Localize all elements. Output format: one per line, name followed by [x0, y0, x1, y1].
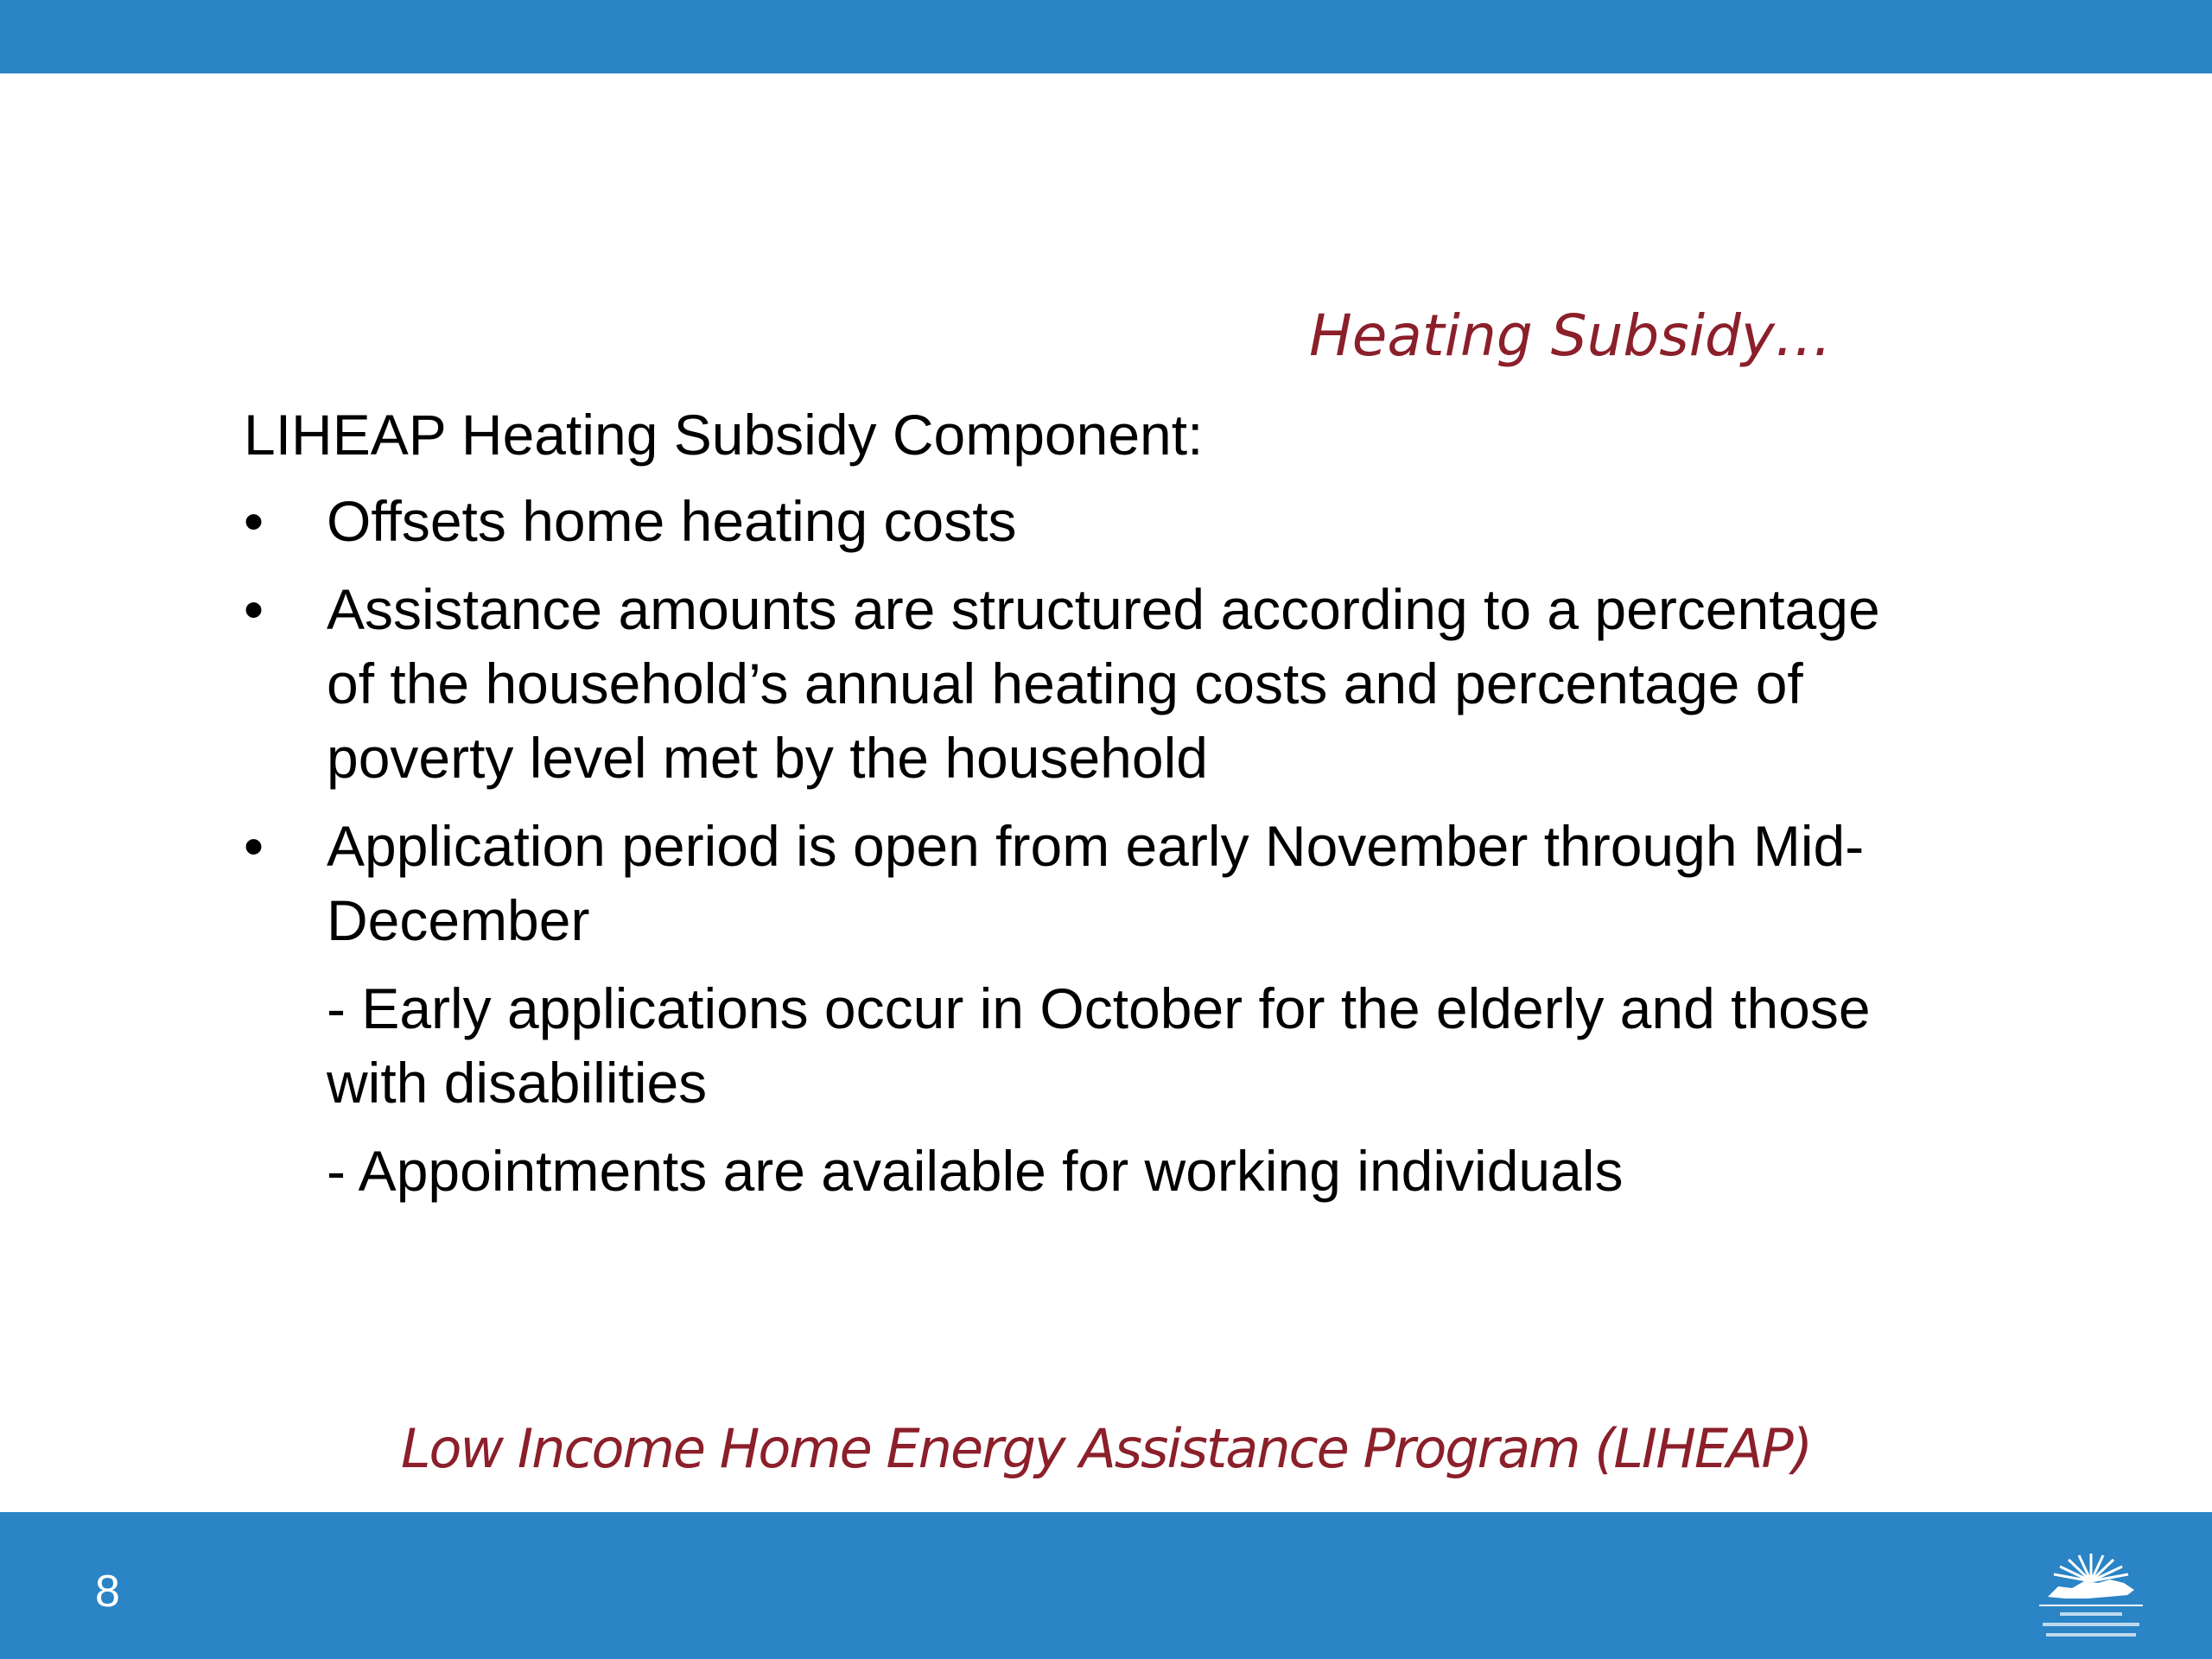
bullet-text: Assistance amounts are structured according to a percentage of the household’s annual heating costs and percentage of poverty level met by the household	[327, 577, 1880, 790]
program-title	[0, 1417, 2212, 1480]
intro-text: LIHEAP Heating Subsidy Component:	[244, 403, 1204, 467]
slide-title: Heating Subsidy…	[1309, 302, 1832, 369]
bullet-item	[244, 809, 1885, 957]
bullet-icon: •	[244, 814, 264, 878]
sub-item: - Early applications occur in October for the elderly and those with disabilities	[327, 976, 1871, 1115]
bullet-text: Application period is open from early November through Mid-December	[327, 814, 1865, 952]
bullet-item	[244, 484, 1885, 558]
bullet-list	[244, 484, 1885, 957]
program-title-text: Low Income Home Energy Assistance Program (LIHEAP)	[400, 1417, 1812, 1480]
bullet-icon: •	[244, 577, 264, 641]
bullet-icon: •	[244, 489, 264, 553]
bullet-text: Offsets home heating costs	[327, 489, 1017, 553]
top-bar	[0, 0, 2212, 73]
slide-content	[244, 397, 1885, 1222]
bullet-item	[244, 572, 1885, 795]
sub-item: - Appointments are available for working individuals	[327, 1139, 1624, 1203]
bottom-bar	[0, 1512, 2212, 1659]
page-number: 8	[95, 1567, 120, 1617]
kentucky-sunrise-logo-icon	[2005, 1519, 2177, 1649]
